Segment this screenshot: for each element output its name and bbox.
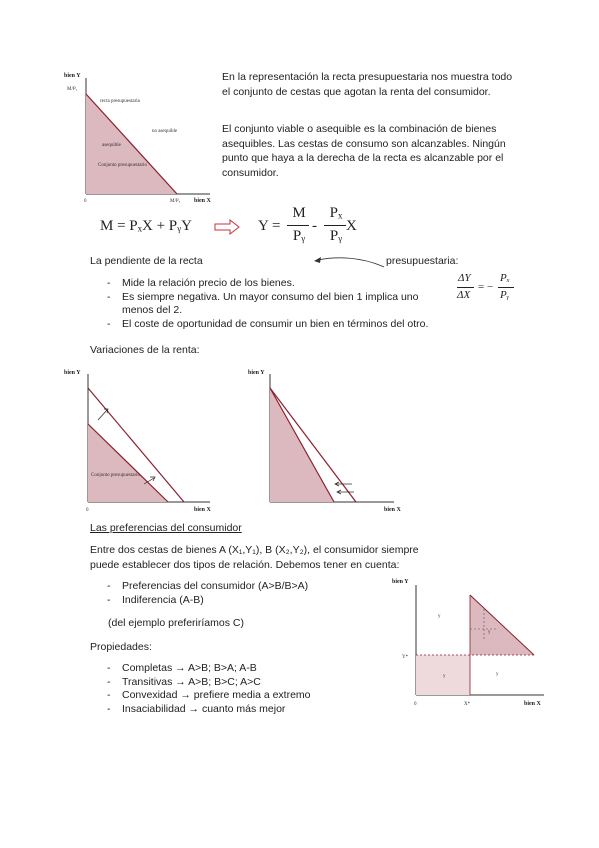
fig1-line-label: recta presupuestaria	[100, 99, 140, 104]
fig1-y-axis-label: bien Y	[64, 73, 81, 79]
fig1-region-budget-set: Conjunto presupuestario	[98, 163, 148, 168]
preferences-figure	[388, 573, 552, 715]
variations-right-y-axis: bien Y	[248, 370, 265, 376]
slope-arrow-icon	[312, 253, 386, 271]
income-increase-figure	[60, 366, 218, 516]
income-decrease-figure	[244, 366, 414, 516]
pref-origin: 0	[414, 702, 417, 707]
property-item: - Completas → A>B; B>A; A-B	[102, 662, 392, 676]
slope-label-left: La pendiente de la recta	[90, 255, 203, 267]
solved-formula-bar-2	[324, 225, 346, 226]
pref-x-axis: bien X	[524, 701, 541, 707]
solved-formula-minus: -	[312, 218, 317, 234]
slope-item: - El coste de oportunidad de consumir un bien en términos del otro.	[102, 318, 452, 332]
slope-dx: ΔX	[457, 289, 471, 301]
slope-dy: ΔY	[458, 272, 471, 284]
solved-formula-lhs: Y =	[258, 218, 281, 234]
preferences-heading: Las preferencias del consumidor	[90, 522, 242, 534]
solved-formula-py: Pᵧ	[292, 228, 306, 244]
preferences-item: - Preferencias del consumidor (A>B/B>A)	[102, 580, 392, 594]
property-item: - Transitivas → A>B; B>C; A>C	[102, 676, 392, 690]
preferences-example: (del ejemplo preferiríamos C)	[108, 617, 244, 629]
variations-left-x-axis: bien X	[194, 507, 211, 513]
property-item: - Convexidad → prefiere media a extremo	[102, 689, 392, 703]
solved-formula-m: M	[292, 205, 306, 221]
preferences-item: - Indiferencia (A-B)	[102, 594, 392, 608]
slope-properties-list	[102, 277, 452, 331]
property-item: - Insaciabilidad → cuanto más mejor	[102, 703, 392, 717]
solved-formula-x: X	[346, 218, 357, 234]
variations-left-origin: 0	[86, 508, 89, 513]
svg-text:y: y	[496, 672, 499, 677]
slope-bar-2	[498, 287, 514, 288]
slope-px: Pₓ	[500, 272, 510, 284]
preferences-list	[102, 580, 392, 607]
properties-list	[102, 662, 392, 716]
budget-formula: M = PₓX + PᵧY	[100, 218, 192, 234]
slope-py: Pᵧ	[500, 289, 510, 301]
svg-text:y: y	[488, 630, 491, 635]
pref-y-star: Y*	[402, 655, 409, 660]
fig1-region-feasible: asequible	[102, 143, 121, 148]
solved-formula-py2: Pᵧ	[329, 228, 343, 244]
pref-x-star: X*	[464, 702, 471, 707]
properties-title: Propiedades:	[90, 641, 152, 653]
slope-equals-minus: = −	[478, 281, 494, 293]
fig1-origin: 0	[84, 199, 87, 204]
income-variations-title: Variaciones de la renta:	[90, 344, 200, 356]
intro-paragraph-2: El conjunto viable o asequible es la combinación de bienes asequibles. Las cestas de consumo son alcanzables. Ningún punto que haya a la derecha de la recta es alcanzable por el consumidor.	[222, 123, 506, 179]
variations-right-x-axis: bien X	[384, 507, 401, 513]
solved-formula-bar-1	[287, 225, 309, 226]
svg-text:y: y	[438, 614, 441, 619]
slope-bar-1	[457, 287, 474, 288]
variations-left-y-axis: bien Y	[64, 370, 81, 376]
fig1-y-intercept: M/Pᵧ	[67, 87, 77, 92]
preferences-paragraph: Entre dos cestas de bienes A (X₁,Y₁), B (X₂,Y₂), el consumidor siempre puede establecer dos tipos de relación. Debemos tener en cuenta:	[90, 544, 419, 571]
fig1-region-outside: no asequible	[152, 129, 178, 134]
solved-formula-px: Pₓ	[329, 205, 343, 221]
fig1-x-intercept: M/Pₓ	[170, 199, 181, 204]
slope-label-right: presupuestaria:	[386, 255, 459, 267]
svg-text:y: y	[443, 674, 446, 679]
slope-item: - Mide la relación precio de los bienes.	[102, 277, 452, 291]
implies-arrow-icon	[214, 219, 240, 235]
budget-line-figure	[62, 70, 220, 210]
pref-y-axis: bien Y	[392, 579, 409, 585]
slope-item: - Es siempre negativa. Un mayor consumo del bien 1 implica uno menos del 2.	[102, 291, 452, 318]
fig1-x-axis-label: bien X	[194, 198, 211, 204]
variations-left-region: Conjunto presupuestario	[91, 473, 141, 478]
intro-paragraph-1: En la representación la recta presupuestaria nos muestra todo el conjunto de cestas que agotan la renta del consumidor.	[222, 71, 513, 98]
